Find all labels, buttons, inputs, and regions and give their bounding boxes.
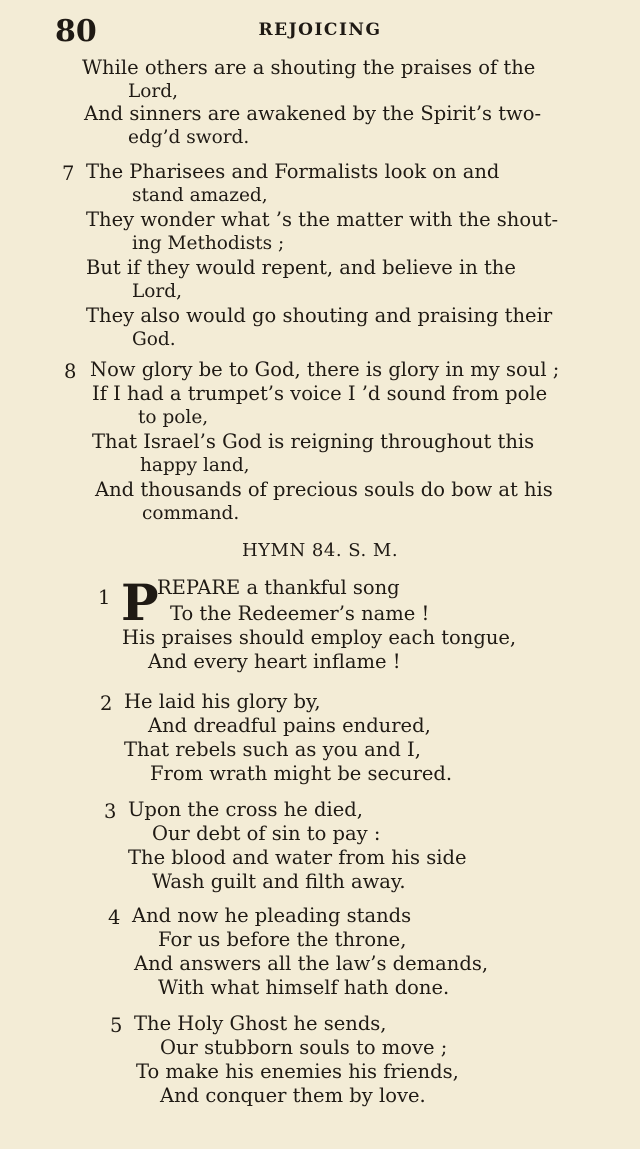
verse-line: Our debt of sin to pay : (152, 822, 381, 845)
verse-number: 8 (64, 360, 77, 383)
verse-number: 1 (98, 586, 111, 609)
verse-line: REPARE a thankful song (157, 576, 400, 599)
page-number: 80 (55, 14, 97, 49)
verse-number: 4 (108, 906, 121, 929)
verse-number: 2 (100, 692, 113, 715)
verse-line: ing Methodists ; (132, 233, 285, 254)
verse-line: They also would go shouting and praising their (86, 304, 553, 327)
running-head: REJOICING (258, 20, 382, 40)
drop-capital: P (121, 573, 159, 632)
verse-line: Wash guilt and filth away. (152, 870, 406, 893)
verse-line: To make his enemies his friends, (136, 1060, 459, 1083)
verse-line: That Israel’s God is reigning throughout this (92, 430, 535, 453)
verse-line: Lord, (132, 281, 182, 302)
verse-number: 7 (62, 162, 75, 185)
verse-line: To the Redeemer’s name ! (170, 602, 430, 625)
verse-line: Lord, (128, 81, 178, 102)
verse-line: He laid his glory by, (124, 690, 321, 713)
verse-line: For us before the throne, (158, 928, 407, 951)
verse-line: And every heart inflame ! (148, 650, 401, 673)
verse-line: The blood and water from his side (128, 846, 467, 869)
verse-line: edg’d sword. (128, 127, 250, 148)
verse-line: And now he pleading stands (132, 904, 412, 927)
verse-line: And sinners are awakened by the Spirit’s two- (84, 102, 542, 125)
verse-line: His praises should employ each tongue, (122, 626, 517, 649)
verse-line: But if they would repent, and believe in the (86, 256, 516, 279)
verse-number: 5 (110, 1014, 123, 1037)
verse-line: God. (132, 329, 176, 350)
verse-line: They wonder what ’s the matter with the shout- (86, 208, 559, 231)
verse-line: happy land, (140, 455, 250, 476)
verse-line: The Holy Ghost he sends, (134, 1012, 387, 1035)
verse-line: And thousands of precious souls do bow at his (95, 478, 553, 501)
hymn-title: HYMN 84. S. M. (241, 540, 399, 561)
verse-line: And answers all the law’s demands, (134, 952, 489, 975)
verse-line: While others are a shouting the praises of the (82, 56, 536, 79)
verse-line: Our stubborn souls to move ; (160, 1036, 448, 1059)
verse-line: If I had a trumpet’s voice I ’d sound from pole (92, 382, 548, 405)
verse-number: 3 (104, 800, 117, 823)
verse-line: The Pharisees and Formalists look on and (86, 160, 500, 183)
verse-line: stand amazed, (132, 185, 268, 206)
verse-line: That rebels such as you and I, (124, 738, 421, 761)
verse-line: Upon the cross he died, (128, 798, 363, 821)
verse-line: From wrath might be secured. (150, 762, 453, 785)
verse-line: And dreadful pains endured, (148, 714, 431, 737)
verse-line: With what himself hath done. (158, 976, 450, 999)
verse-line: to pole, (138, 407, 209, 428)
verse-line: And conquer them by love. (160, 1084, 426, 1107)
verse-line: Now glory be to God, there is glory in my soul ; (90, 358, 560, 381)
verse-line: command. (142, 503, 240, 524)
